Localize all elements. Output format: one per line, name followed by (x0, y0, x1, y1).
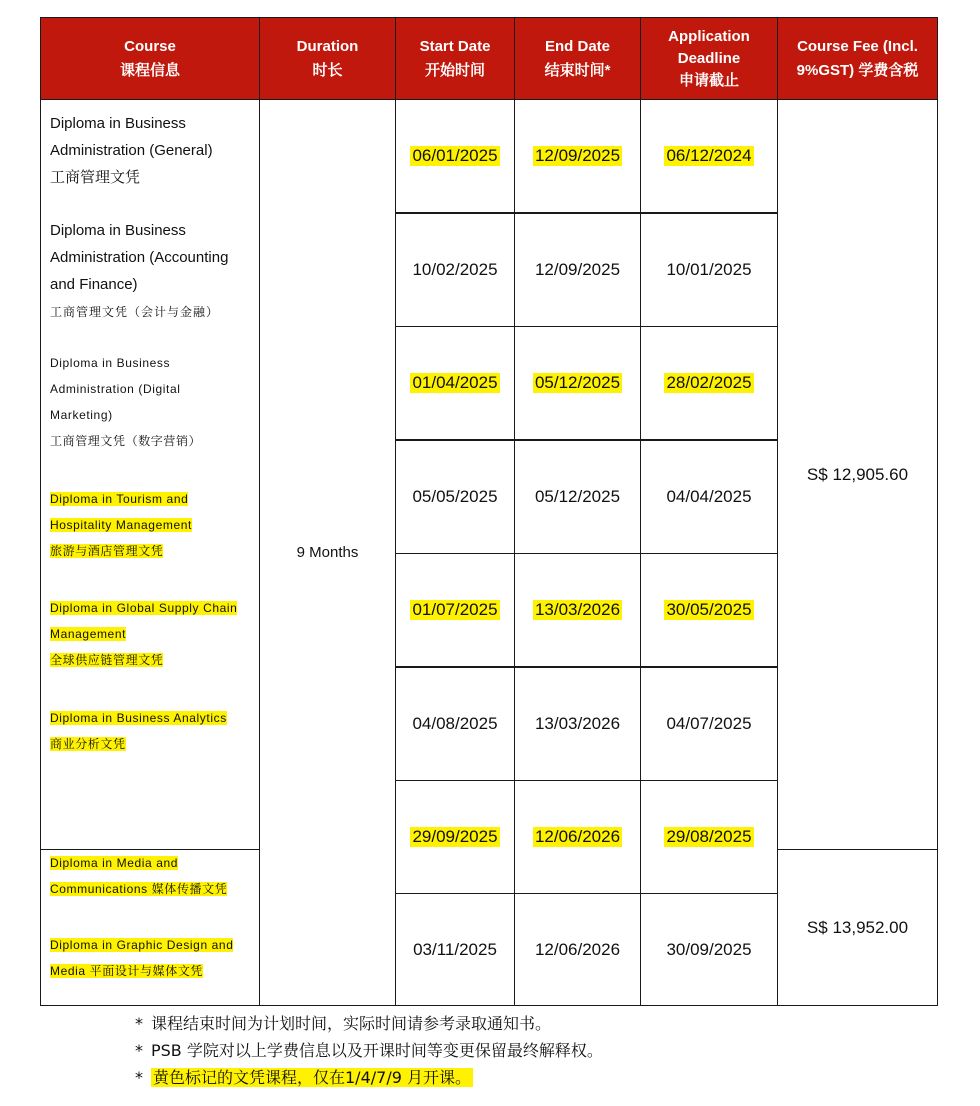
application-deadline-value: 30/09/2025 (666, 939, 752, 959)
end-date-cell (514, 780, 641, 894)
start-date-value: 01/04/2025 (412, 373, 498, 392)
course-name-line (50, 958, 255, 984)
course-entry (50, 217, 255, 326)
footnote-text: PSB 学院对以上学费信息以及开课时间等变更保留最终解释权。 (151, 1041, 603, 1060)
header-deadline (640, 17, 778, 100)
course-name-line (50, 110, 255, 137)
header-deadline-en1: Application (668, 27, 750, 45)
start-date-cell (395, 213, 515, 327)
footnote-text: 课程结束时间为计划时间，实际时间请参考录取通知书。 (151, 1014, 552, 1033)
header-duration-cn: 时长 (312, 61, 343, 79)
course-name-line (50, 512, 255, 538)
application-deadline-value: 04/04/2025 (666, 487, 752, 506)
end-date-cell (514, 440, 641, 554)
header-course (40, 17, 260, 100)
course-name-line (50, 271, 255, 298)
end-date-value: 12/09/2025 (534, 260, 621, 279)
course-name-text: and Finance) (50, 276, 138, 293)
course-name-text: Diploma in Business (50, 115, 186, 132)
application-deadline-value: 10/01/2025 (666, 260, 752, 279)
course-name-line (50, 876, 255, 902)
fee-cell-group2 (777, 849, 938, 1006)
footnote-text: 黄色标记的文凭课程，仅在1/4/7/9 月开课。 (153, 1068, 471, 1087)
footnote (135, 1064, 603, 1091)
course-name-text: Diploma in Business (50, 356, 171, 370)
header-end-en: End Date (544, 37, 610, 55)
header-end-cn: 结束时间* (544, 61, 611, 79)
course-name-text: Marketing) (50, 408, 113, 422)
course-name-text: 旅游与酒店管理文凭 (50, 544, 164, 558)
course-name-text: Diploma in Media and (50, 856, 179, 870)
course-name-text: 工商管理文凭（会计与金融） (50, 305, 220, 319)
header-course-cn: 课程信息 (119, 61, 180, 79)
course-entry (50, 850, 255, 902)
application-deadline-cell (640, 440, 778, 554)
course-name-text: 全球供应链管理文凭 (50, 653, 164, 667)
application-deadline-value: 29/08/2025 (666, 827, 752, 846)
application-deadline-value: 30/05/2025 (666, 600, 752, 619)
course-name-line (50, 244, 255, 271)
course-name-line (50, 621, 255, 647)
course-name-line (50, 705, 255, 731)
footnote (135, 1010, 603, 1037)
course-name-line (50, 538, 255, 564)
end-date-value: 13/03/2026 (534, 714, 621, 733)
header-start-cn: 开始时间 (424, 61, 485, 79)
course-name-text: Diploma in Global Supply Chain (50, 601, 238, 615)
end-date-cell (514, 667, 641, 781)
course-name-text: 商业分析文凭 (50, 737, 126, 751)
course-name-text: Administration (Accounting (50, 249, 229, 266)
duration-value: 9 Months (296, 544, 359, 561)
start-date-cell (395, 326, 515, 440)
duration-cell (259, 99, 396, 1006)
start-date-value: 06/01/2025 (412, 146, 498, 165)
header-duration (259, 17, 396, 100)
course-name-text: 工商管理文凭（数字营销） (50, 434, 202, 448)
course-entry (50, 932, 255, 984)
course-entry (50, 705, 255, 757)
header-fee-line2: 9%GST) 学费含税 (796, 61, 919, 79)
application-deadline-value: 06/12/2024 (666, 146, 752, 165)
course-name-text: 工商管理文凭 (50, 168, 141, 186)
course-name-text: Media 平面设计与媒体文凭 (50, 964, 204, 978)
header-course-fee (777, 17, 938, 100)
application-deadline-cell (640, 667, 778, 781)
course-name-line (50, 217, 255, 244)
course-name-line (50, 595, 255, 621)
course-name-line (50, 731, 255, 757)
course-name-line (50, 137, 255, 164)
course-entry (50, 350, 255, 454)
header-start-date (395, 17, 515, 100)
footnotes (135, 1010, 603, 1091)
start-date-cell (395, 780, 515, 894)
end-date-value: 12/06/2026 (534, 939, 621, 959)
header-course-en: Course (124, 37, 176, 55)
course-entry (50, 110, 255, 191)
application-deadline-cell (640, 780, 778, 894)
end-date-cell (514, 99, 641, 213)
course-name-line (50, 486, 255, 512)
header-start-en: Start Date (419, 37, 491, 55)
course-name-text: Diploma in Business (50, 222, 186, 239)
course-name-line (50, 428, 255, 454)
course-name-line (50, 850, 255, 876)
course-name-text: Hospitality Management (50, 518, 192, 532)
course-schedule-table (40, 17, 938, 1006)
application-deadline-cell (640, 553, 778, 667)
header-fee-line1: Course Fee (Incl. (797, 37, 918, 55)
course-name-text: Management (50, 627, 127, 641)
application-deadline-cell (640, 213, 778, 327)
course-entry (50, 595, 255, 673)
end-date-value: 12/09/2025 (534, 146, 621, 165)
start-date-value: 10/02/2025 (412, 260, 498, 279)
start-date-value: 05/05/2025 (412, 487, 498, 506)
end-date-value: 13/03/2026 (534, 600, 621, 619)
footnote-marker: * (135, 1014, 143, 1033)
start-date-value: 01/07/2025 (412, 600, 498, 619)
start-date-cell (395, 99, 515, 213)
course-name-line (50, 402, 255, 428)
footnote-marker: * (135, 1068, 143, 1087)
header-deadline-cn: 申请截止 (678, 71, 739, 89)
course-list-cell-group2 (40, 849, 260, 1006)
course-name-line (50, 932, 255, 958)
end-date-value: 05/12/2025 (534, 487, 621, 506)
start-date-cell (395, 893, 515, 1006)
fee-cell-group1 (777, 99, 938, 850)
application-deadline-cell (640, 99, 778, 213)
footnote-marker: * (135, 1041, 143, 1060)
start-date-value: 04/08/2025 (412, 714, 498, 733)
course-name-text: Diploma in Business Analytics (50, 711, 227, 725)
course-name-text: Communications 媒体传播文凭 (50, 882, 228, 896)
fee-value-group1: S$ 12,905.60 (806, 464, 909, 484)
course-name-text: Administration (General) (50, 142, 213, 159)
end-date-cell (514, 553, 641, 667)
footnote (135, 1037, 603, 1064)
course-name-text: Diploma in Tourism and (50, 492, 189, 506)
course-name-line (50, 647, 255, 673)
course-entry (50, 486, 255, 564)
application-deadline-cell (640, 326, 778, 440)
start-date-value: 03/11/2025 (413, 939, 497, 959)
header-end-date (514, 17, 641, 100)
end-date-value: 05/12/2025 (534, 373, 621, 392)
course-name-line (50, 164, 255, 191)
course-name-text: Diploma in Graphic Design and (50, 938, 234, 952)
course-name-text: Administration (Digital (50, 382, 181, 396)
course-list-cell-group1 (40, 99, 260, 850)
course-name-line (50, 350, 255, 376)
header-duration-en: Duration (296, 37, 359, 55)
start-date-cell (395, 553, 515, 667)
end-date-cell (514, 893, 641, 1006)
end-date-value: 12/06/2026 (534, 827, 621, 846)
start-date-cell (395, 440, 515, 554)
fee-value-group2: S$ 13,952.00 (806, 917, 909, 937)
start-date-cell (395, 667, 515, 781)
application-deadline-value: 28/02/2025 (666, 373, 752, 392)
course-name-line (50, 376, 255, 402)
application-deadline-cell (640, 893, 778, 1006)
end-date-cell (514, 213, 641, 327)
application-deadline-value: 04/07/2025 (666, 714, 752, 733)
start-date-value: 29/09/2025 (412, 827, 498, 846)
course-name-line (50, 298, 255, 326)
end-date-cell (514, 326, 641, 440)
header-deadline-en2: Deadline (677, 49, 741, 67)
